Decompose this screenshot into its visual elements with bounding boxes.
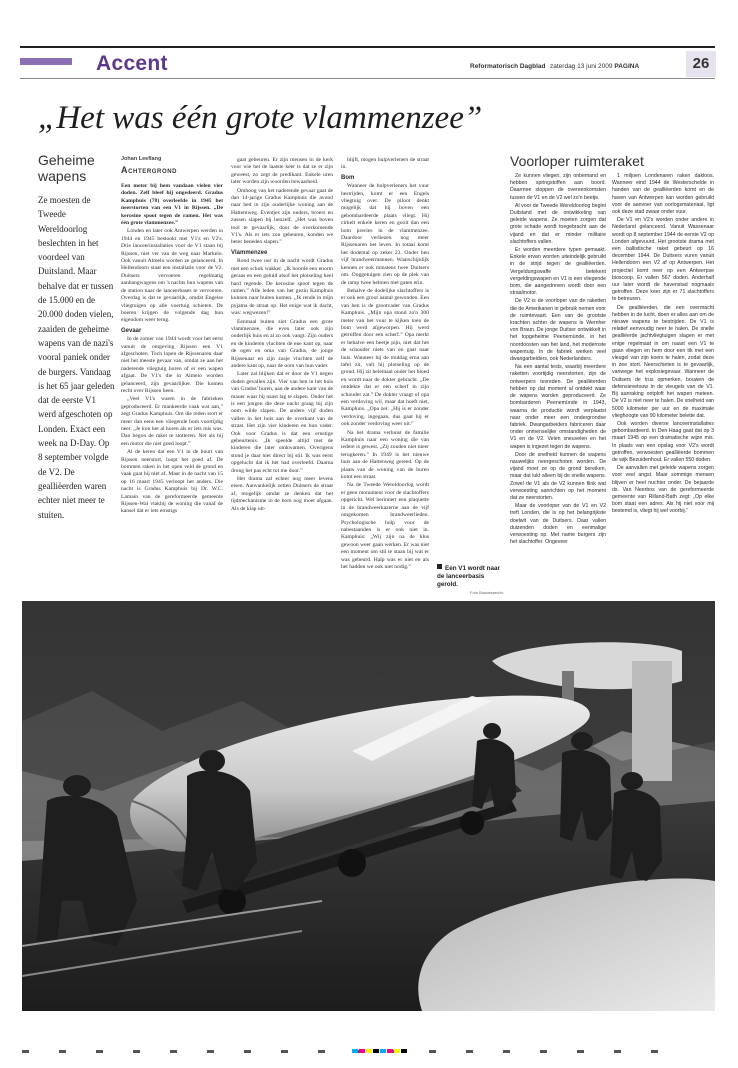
paragraph: Ook worden diverse lanceerinstallaties gebombardeerd. In Den Haag gaat dat op 3 maart 1945 op een dramatische wijze mis. In plaats van een opslag voor V2's wordt getroffen, verwoesten gealliëerde bommen de wijk Bezuidenhout. Er vallen 550 doden. — [612, 420, 714, 463]
paragraph: De aanvallen met geleide wapens zorgen voor veel angst. Maar sommige mensen blijven er heel nuchter onder. De bejaarde ds. Van Neerbos van de gereformeerde gemeente van Rilland-Bath zegt: „Op elke bom staat een adres. Als hij niet voor mij bestemd is, vliegt hij wel voorbij.” — [612, 465, 714, 515]
paragraph: Na het drama verhuist de familie Kamphuis naar een woning die van iedere is gewest. „Zij zouden niet meer terugkeren.” In 1949 is het nieuwe huis aan de Hattenweg gereed. Op de plaats van de woning van de buren komt een straat. — [341, 429, 429, 481]
paragraph: Er worden meerdere typen gemaakt. Enkele ervan worden uiteindelijk gebruikt in de strijd tegen de gealliëerden. Vergeldungswaffe betekent vergeldingswapen en V1 is een vliegende bom, die aangedreven wordt door een straalmotor. — [510, 247, 606, 297]
paragraph: Later zal blijken dat er door de V1 negen doden gevallen zijn. Vier van hen in het huis van Gradus' buren, aan de andere kant van de mauer waar hij naast lag te slapen. Onder het is een jongen die deze nacht graag bij zijn oom wilde slapen. De andere vijf doden vallen in het huis aan de overkant van de straat. Het zijn vier kinderen en hun vader. Ook voor Gradus is dat een ernstige gebeurtenis. „Ik speelde altijd met de kinderen die later omkwamen. Overigens stond je daar niet direct bij stil. Ik was eerst opgelucht dat ik het had overleefd. Daarna drong het pas echt tot me door.” — [231, 371, 333, 474]
paragraph: Eenmaal buiten ziet Gradus een grote vlammenzee, die even later ook zijn ouderlijk huis en al zo ook vangt. Zijn ouders en de kinderen vluchten de ene kant op, naar de ogen en oma van Gradus, de jonge Rijssenaar en zijn zusje vluchten zelf de andere kant op, naar de oom van hun vader. — [231, 318, 333, 369]
paragraph: De gealliëerden, die een overmacht hebben in de lucht, doen er alles aan om de nieuwe wapens te bestrijden. De V1 is relatief eenvoudig neer te halen. De snelle gealliëerde jachtvliegtuigen slagen er met enige regelmaat in om naast een V1 te gaan vliegen en hem door een tik met een vleugel van zijn koers te halen, zodat deze in zee stort. Neerschieten is te gevaarlijk, vanwege het explosiegevaar. Wanneer de Duitsers de trus opmerken, bouwen de defensievetouw in de vleugels van de V1. Bij aanraking ontploft het wapen meteen. De V2 is niet neer te halen. De snelheid van 5000 kilometer per uur en de maximale vlieghoogte van 90 kilometer belette dat. — [612, 304, 714, 419]
section-accent-bar — [20, 58, 72, 65]
sidebar-right-title: Voorloper ruimteraket — [510, 153, 644, 169]
paragraph: Rond twee uur in de nacht wordt Gradus met een schok wakker. „Ik hoorde een enorm geraas en een geluid alsof het plotseling heel hard regende. De kerosine spoot tegen de ramen.” Alle leden van het gezin Kamphuis kunnen naar buiten komen. „Ik rende in mijn pyjama de straat op. Het enige wat ik dacht, was: wegwezen!” — [231, 258, 333, 317]
paper-date: zaterdag 13 juni 2009 PAGINA — [550, 63, 640, 70]
paragraph: In de zomer van 1944 wordt voor het eerst vanuit de omgeving Rijssen een V1 afgeschoten. Toch lopen de Rijssenaren daar niet het meeste gevaar van, omdat ze aan het naderende vliegtuig horen of er een wapen afgaat. De V1's die in Almelo worden gelanceerd, zijn gevaarlijker. Die komen recht over Rijssen heen. — [121, 336, 223, 394]
paragraph: Na een aantal tests, waarbij meerdere raketten voortijdig neerstorten, zijn de ontwerpers tevreden. De gealliëerden hebben op dat moment al ontdekt waar de wapens worden geproduceerd. Ze bombarderen Peenemünde in 1943, waarna de productie wordt verplaatst naar onder meer een ondergrondse fabriek. Dwangarbeiders fabriceren daar onder onmenselijke omstandigheden de V1 en de V2. Velen sneuvelen en het wapen is ingezet tegen de wapens. — [510, 364, 606, 450]
paragraph: De V1 en V2's worden onder andere in Nederland gelanceerd. Vanuit Wassenaar wordt op 8 september 1944 de eerste V2 op Londen afgevuurd. Het grootste drama met een ballistische raket gebeurt op 16 december 1944. De Duitsers vuren vanuit Hellendoorn een V2 af op Antwerpen. Het projectiel komt neer op een Antwerpse bioscoop. Er vallen 567 doden. Anderhalf uur later wordt de havenstad nogmaals getroffen. Deze keer zijn er 71 slachtoffers te betreuren. — [612, 217, 714, 303]
article-kicker: Achtergrond — [121, 165, 178, 175]
subheading: Bom — [341, 174, 355, 181]
photo-caption: Een V1 wordt naar de lanceerbasis gerold. — [437, 565, 500, 588]
paragraph: Londen en later ook Antwerpen werden in 1944 en 1945 bestookt met V1's en V2's. Drie lanceerinstallaties voor de V1 staan bij Rijssen, niet ver van de weg naar Markelo. Ook vanuit Almelo worden ze gelanceerd. In Hellendoorn staat een installatie voor de V2. Duitsers vervoeren regelmatig aanhangwagens om 's nachts hun wapens van de station naar de lanceerbases te vervoeren. Overdag is dat te gevaarlijk, omdat Engelse vliegtuigen op alle voertuig schieten. De boeren krijgen de volgende dag hun eigendom weer terug. — [121, 228, 223, 324]
paragraph: „Veel V1's waren in de fabrieken geproduceerd. Er mankeerde vaak wat aan,” zegt Gradus Kamphuis. Om die reden stort er meer dan eens een vliegende bom voortijdig neer. „Je kon het al horen als er iets mis was. Dan begon de raket te stotteren. Net als bij een motor die niet goed loopt.” — [121, 396, 223, 447]
paragraph: De V2 is de voorloper van de raketten die de Amerikanen in gebruik nemen voor de ruimtevaart. Een van de grootste krachten achter de wapens is Wernher von Braun. De jonge Duitser ontwikkelt in het topgeheime Peenemünde, in het noordoosten van het land, het modernste wapentuig. In de fabriek werken veel dwangarbeiders, ook Nederlanders. — [510, 298, 606, 363]
paragraph: blijft, mogen hulpverleners de straat in. — [341, 157, 429, 171]
article-column-3 — [341, 157, 429, 570]
cmyk-color-bar — [352, 1040, 408, 1058]
paragraph: Het drama zal echter nog meer levens eisen. Aanvankelijk zetten Duitsers de straat af, mogelijk omdat ze denken dat het tijdmechanisme in de bom nog moet afgaan. Als de klap uit- — [231, 476, 333, 512]
paragraph: Een meter bij hem vandaan vielen vier doden. Zelf bleef hij ongedeerd. Gradus Kamphuis (78) overleefde in 1945 het neerstorten van een V1 in Rijssen. „De kerosine spoot tegen de ramen. Het was één grote vlammenzee.” — [121, 183, 223, 227]
article-column-2 — [231, 157, 333, 563]
top-rule — [20, 46, 715, 48]
paragraph: Na de Tweede Wereldoorlog wordt er geen monument voor de slachtoffers opgericht. Wel herinnert een plaquette in de brandweerkazerne aan de vijf omgekomen brandweerlieden. Psychologische hulp voor de nabestaanden is er ook niet in. Kamphuis: „Wij zijn na de klus gewoon weer gaan werken. Er was niet een moment om stil te staan bij wat er was gebeurd. Halp was er niet en als het hadden we ook niet nodig.” — [341, 482, 429, 570]
subheading: Vlammenzee — [231, 249, 268, 256]
section-title: Accent — [96, 52, 168, 75]
paper-name: Reformatorisch Dagblad — [470, 63, 546, 70]
paragraph: Behalve de dodelijke slachtoffers is er ook een groot aantal gewonden. Een van hen is de grootvader van Gradus Kamphuis. „Mijn opa stond zo'n 300 meter van het vuur te kijken toen de bom werd afgeworpen. Hij werd getroffen door een scherf.” Opa merkt er behalve een beetje pijn, niet dat het de schouder niets van en gaat naar huis. Wanneer hij de middag erna aan tafel zit, valt hij plotseling op de grond. Hij zit helemaal onder het bloed en wordt naar de dokter gebracht. „De ontdekte dat er een scherf in zijn schouder zat.” De dokter vraagt of opa een verdoving wil, maar dat hoeft niet, Kamphuis. „Opa zei: „Hij is er zonder verdoving, ingegaan, dus gaat hij er ook zonder verdoving weer uit.” — [341, 287, 429, 428]
article-column-1 — [121, 183, 223, 563]
sidebar-intro-text: Ze moesten de Tweede Wereldoorlog beslechten in het voordeel van Duitsland. Maar behalve dat er tussen de 15.000 en de 20.000 doden vielen, zaaiden de geheime wapens van de nazi's vooral paniek onder de burgers. Vandaag is het 65 jaar geleden dat de eerste V1 werd afgeschoten op Londen. Exact een week na D-Day. Op 8 september volgde de V2. De gealliëerden waren echter niet meer te stuiten. — [38, 195, 115, 520]
paragraph: gaat gebeuren. Er zijn mensen in de kerk voor wie het de laatste keer is dat ze er zijn geweest, zo zegt de predikant. Enkele uren later worden zijn woorden bewaarheid. — [231, 157, 333, 186]
paragraph: 1 miljoen Londenaren raken dakloos. Wanneer eind 1944 de Westerschelde in handen van de gealliëerden komt en de haven van Antwerpen kan worden gebruikt voor de aanvoer van oorlogsmateriaal, ligt ook deze stad zwaar onder vuur. — [612, 173, 714, 216]
page-number: 26 — [686, 51, 716, 77]
v1-rocket-photo — [22, 601, 715, 1011]
caption-bullet-icon — [437, 564, 442, 569]
headline: „Het was één grote vlammenzee” — [38, 100, 483, 136]
paragraph: Maar de voorloper van de V1 en V2 treft Londen, die is op het belangrijkste doelwit van de Duitsers. Daar vallen duizenden doden en eenmalige verwoesting op. Met name burgers zijn het slachtoffer. Ongeveer — [510, 503, 606, 546]
photo-credit: Foto Bundesarchiv — [470, 590, 504, 595]
masthead-bottom-rule — [20, 78, 715, 79]
sidebar-right-column-2 — [612, 173, 714, 563]
paragraph: Omhoog van het naderende gevaar gaat de dan 14-jarige Gradus Kamphuis die avond naar bed in zijn ouderlijke woning aan de Hattemweg. Eventjes zijn ouders, broers en zussen slapen bij henzelf. „Het was boven tool te gevaarlijk, door de overkomende V1's. Als er iets zou gebeuren, konden we beter beneden slapen.” — [231, 187, 333, 246]
sidebar-right-column-1 — [510, 173, 606, 563]
paragraph: Al voor de Tweede Wereldoorlog begint Duitsland met de ontwikkeling van geleide wapens. Ze moeten zorgen dat grote schade wordt toegebracht aan de vijand en dat er minder militaire slachtoffers vallen. — [510, 202, 606, 245]
paragraph: Al de keren dat een V1 in de buurt van Rijssen neerstort, loopt het goed af. De bommen raken in het open veld de grond en vaak gaat hij niet af. Maar in de nacht van 15 op 16 maart 1945 verloopt het anders. Die nacht is Gradus Kamphuis bij Dr. W.C. Lamain van de gereformeerde gemeente Rijssen-Wal vlakbij de woning die vanaf de kansel dat er iets ernstigs — [121, 449, 223, 515]
subheading: Gevaar — [121, 327, 142, 334]
paragraph: Ze kunnen vliegen, zijn onbemand en hebben springstoffen aan boord. Daarmee stoppen de overeenkomsten tussen de V1 en de V2 wel zo'n beetje. — [510, 173, 606, 201]
paragraph: Door de snelheid kunnen de wapens nauwelijks neergeschoten worden. De vijand moet ze op de grond bereiken, maar dat lukt alleen bij de snelle wapens. Zowel de V1 als de V2 kunnen flink wat verwoesting aanrichten op het moment dat ze neerstorten. — [510, 451, 606, 501]
paragraph: Wanneer de hulpverleners het vuur bestrijden, komt er een Engels vliegtuig over. De piloot denkt mogelijk dat hij boven een gebombardeerde plaats vliegt. Hij cirkelt enkele keren en gooit dan een bom precies in de vlammenzee. Daardoor verliezen nog meer Rijssenaren het leven. In totaal komt het dodental op zeker 23. Onder hen vijf brandweermannen. Waarschijnlijk kennen er ook minstens twee Duitsers om. Ooggetuigen zien op de plek van de ramp twee helmen met gaten erin. — [341, 183, 429, 286]
author-byline: Johan Leeflang — [121, 156, 162, 162]
sidebar-title: Geheime wapens — [38, 152, 95, 184]
